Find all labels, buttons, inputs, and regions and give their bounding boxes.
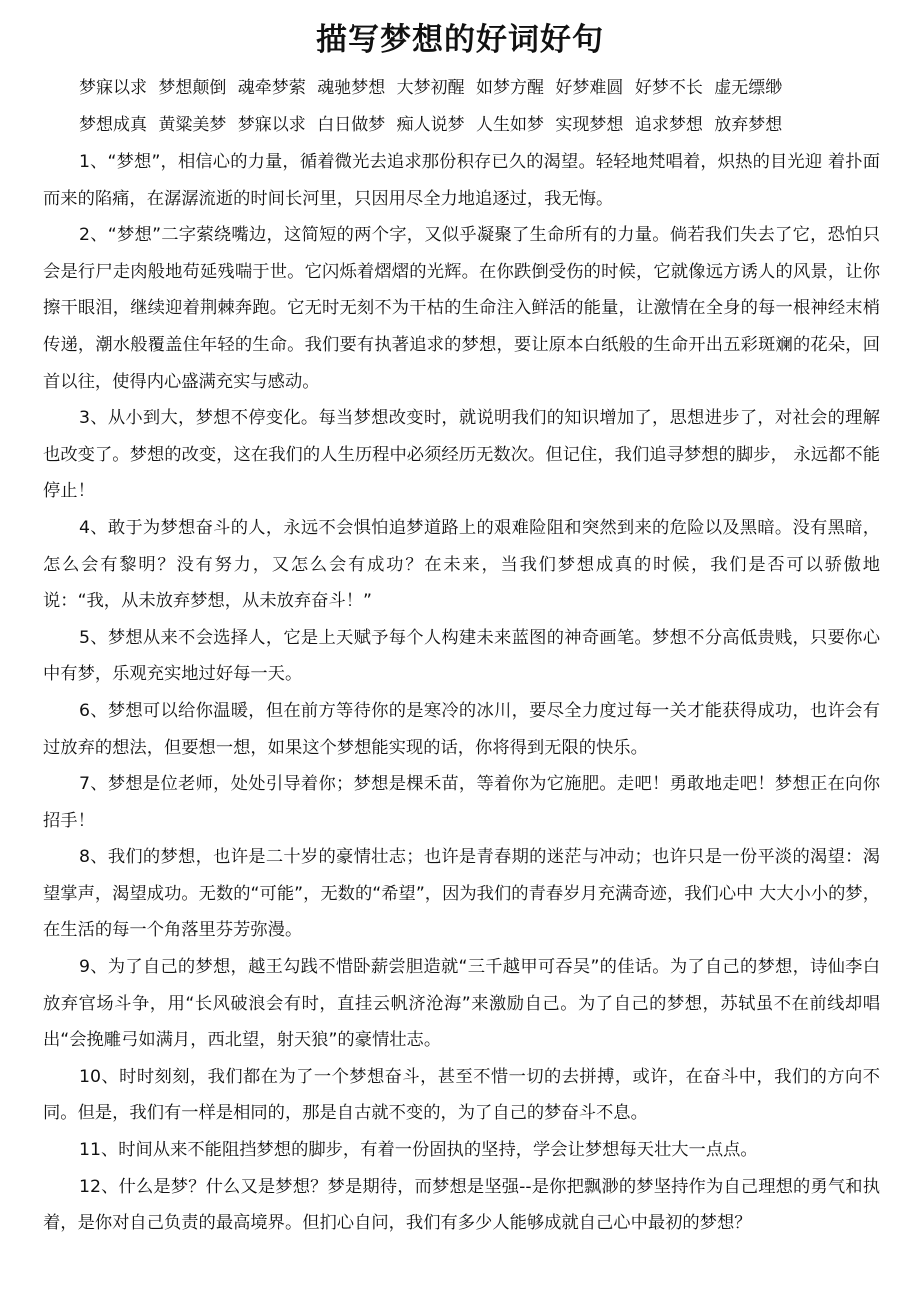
paragraph-9: 9、为了自己的梦想，越王勾践不惜卧薪尝胆造就“三千越甲可吞吴”的佳话。为了自己的梦想，诗仙李白放弃官场斗争，用“长风破浪会有时，直挂云帆济沧海”来激励自己。为了自己的梦想，苏轼虽不在前线却唱出“会挽雕弓如满月，西北望，射天狼”的豪情壮志。: [43, 957, 880, 1051]
page-title: 描写梦想的好词好句: [316, 22, 604, 58]
paragraph-10: 10、时时刻刻，我们都在为了一个梦想奋斗，甚至不惜一切的去拼搏，或许，在奋斗中，我们的方向不同。但是，我们有一样是相同的，那是自古就不变的，为了自己的梦奋斗不息。: [43, 1066, 880, 1124]
paragraph-5: 5、梦想从来不会选择人，它是上天赋予每个人构建未来蓝图的神奇画笔。梦想不分高低贵贱，只要你心中有梦，乐观充实地过好每一天。: [43, 627, 880, 685]
paragraph-1: 1、“梦想”，相信心的力量，循着微光去追求那份积存已久的渴望。轻轻地梵唱着，炽热的目光迎 着扑面而来的陷痛，在潺潺流逝的时间长河里，只因用尽全力地追逐过，我无悔。: [43, 152, 880, 209]
word-line: 梦想成真 黄粱美梦 梦寐以求 白日做梦 痴人说梦 人生如梦 实现梦想 追求梦想 放弃梦想: [79, 115, 783, 135]
paragraph-4: 4、敢于为梦想奋斗的人，永远不会惧怕追梦道路上的艰难险阻和突然到来的危险以及黑暗。没有黑暗，怎么会有黎明？没有努力，又怎么会有成功？在未来，当我们梦想成真的时候，我们是否可以骄傲地说：“我，从未放弃梦想，从未放弃奋斗！”: [43, 517, 880, 612]
paragraph-7: 7、梦想是位老师，处处引导着你；梦想是棵禾苗，等着你为它施肥。走吧！勇敢地走吧！梦想正在向你招手！: [43, 774, 880, 831]
paragraph-2: 2、“梦想”二字萦绕嘴边，这简短的两个字，又似乎凝聚了生命所有的力量。倘若我们失去了它，恐怕只会是行尸走肉般地苟延残喘于世。它闪烁着熠熠的光辉。在你跌倒受伤的时候，它就像远方诱人的风景，让你擦干眼泪，继续迎着荆棘奔跑。它无时无刻不为干枯的生命注入鲜活的能量，让激情在全身的每一根神经末梢传递，潮水般覆盖住年轻的生命。我们要有执著追求的梦想，要让原本白纸般的生命开出五彩斑斓的花朵，回首以往，使得内心盛满充实与感动。: [43, 225, 880, 392]
paragraph-6: 6、梦想可以给你温暖，但在前方等待你的是寒冷的冰川，要尽全力度过每一关才能获得成功，也许会有过放弃的想法，但要想一想，如果这个梦想能实现的话，你将得到无限的快乐。: [43, 700, 880, 758]
paragraph-8: 8、我们的梦想，也许是二十岁的豪情壮志；也许是青春期的迷茫与冲动；也许只是一份平淡的渴望：渴望掌声，渴望成功。无数的“可能”，无数的“希望”，因为我们的青春岁月充满奇迹，我们心中 大大小小的梦，在生活的每一个角落里芬芳弥漫。: [43, 847, 880, 941]
word-list: [0, 70, 920, 144]
paragraph-11: 11、时间从来不能阻挡梦想的脚步，有着一份固执的坚持，学会让梦想每天壮大一点点。: [79, 1140, 758, 1161]
word-line: 梦寐以求 梦想颠倒 魂牵梦萦 魂驰梦想 大梦初醒 如梦方醒 好梦难圆 好梦不长 虚无缥缈: [79, 78, 783, 98]
paragraph-3: 3、从小到大，梦想不停变化。每当梦想改变时，就说明我们的知识增加了，思想进步了，对社会的理解也改变了。梦想的改变，这在我们的人生历程中必须经历无数次。但记住，我们追寻梦想的脚步， 永远都不能停止！: [43, 408, 880, 502]
sentence-list: [43, 144, 880, 1242]
paragraph-12: 12、什么是梦？什么又是梦想？梦是期待，而梦想是坚强--是你把飘渺的梦坚持作为自己理想的勇气和执着，是你对自己负责的最高境界。但扪心自问，我们有多少人能够成就自己心中最初的梦想？: [43, 1176, 880, 1234]
